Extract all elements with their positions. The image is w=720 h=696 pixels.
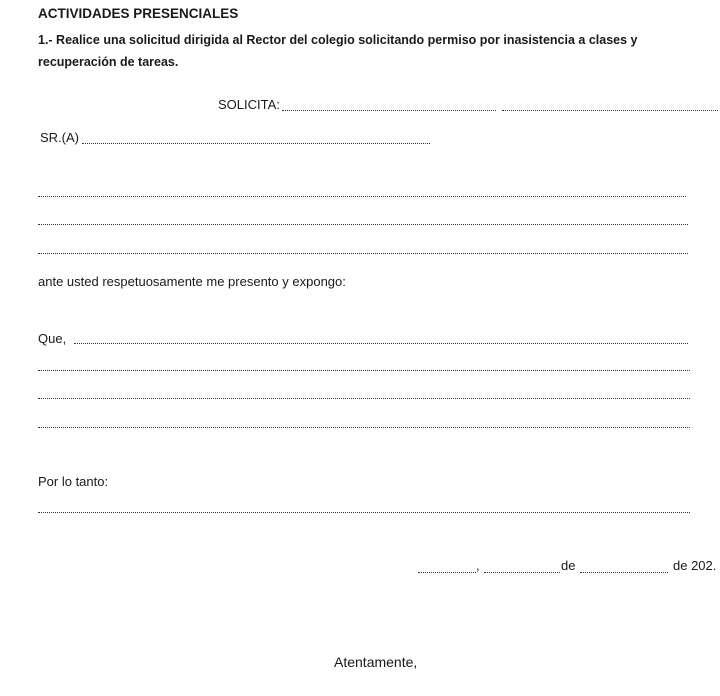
recipient-line-3[interactable]: [38, 253, 688, 254]
que-label: Que,: [38, 331, 67, 346]
body-line-2[interactable]: [38, 398, 690, 399]
solicita-label: SOLICITA:: [218, 97, 280, 112]
date-month-blank[interactable]: [580, 572, 668, 573]
instruction-line-1: 1.- Realice una solicitud dirigida al Rector del colegio solicitando permiso por inasistencia a clases y: [38, 33, 638, 47]
sr-label: SR.(A): [40, 130, 79, 145]
solicita-blank-2[interactable]: [502, 110, 718, 111]
date-de-1: de: [561, 558, 576, 573]
recipient-line-2[interactable]: [38, 224, 688, 225]
body-line-1[interactable]: [38, 370, 690, 371]
date-city-blank[interactable]: [418, 572, 476, 573]
body-line-3[interactable]: [38, 427, 690, 428]
ante-text: ante usted respetuosamente me presento y expongo:: [38, 274, 346, 289]
sr-blank[interactable]: [82, 143, 430, 144]
page-title: ACTIVIDADES PRESENCIALES: [38, 6, 239, 21]
por-lo-tanto-label: Por lo tanto:: [38, 474, 109, 489]
closing: Atentamente,: [334, 654, 418, 670]
que-blank[interactable]: [74, 343, 688, 344]
request-line[interactable]: [38, 512, 690, 513]
date-day-blank[interactable]: [484, 572, 560, 573]
date-year: de 202.: [673, 558, 717, 573]
solicita-blank-1[interactable]: [282, 110, 496, 111]
instruction-line-2: recuperación de tareas.: [38, 55, 179, 69]
date-comma: ,: [476, 558, 480, 573]
recipient-line-1[interactable]: [38, 196, 686, 197]
